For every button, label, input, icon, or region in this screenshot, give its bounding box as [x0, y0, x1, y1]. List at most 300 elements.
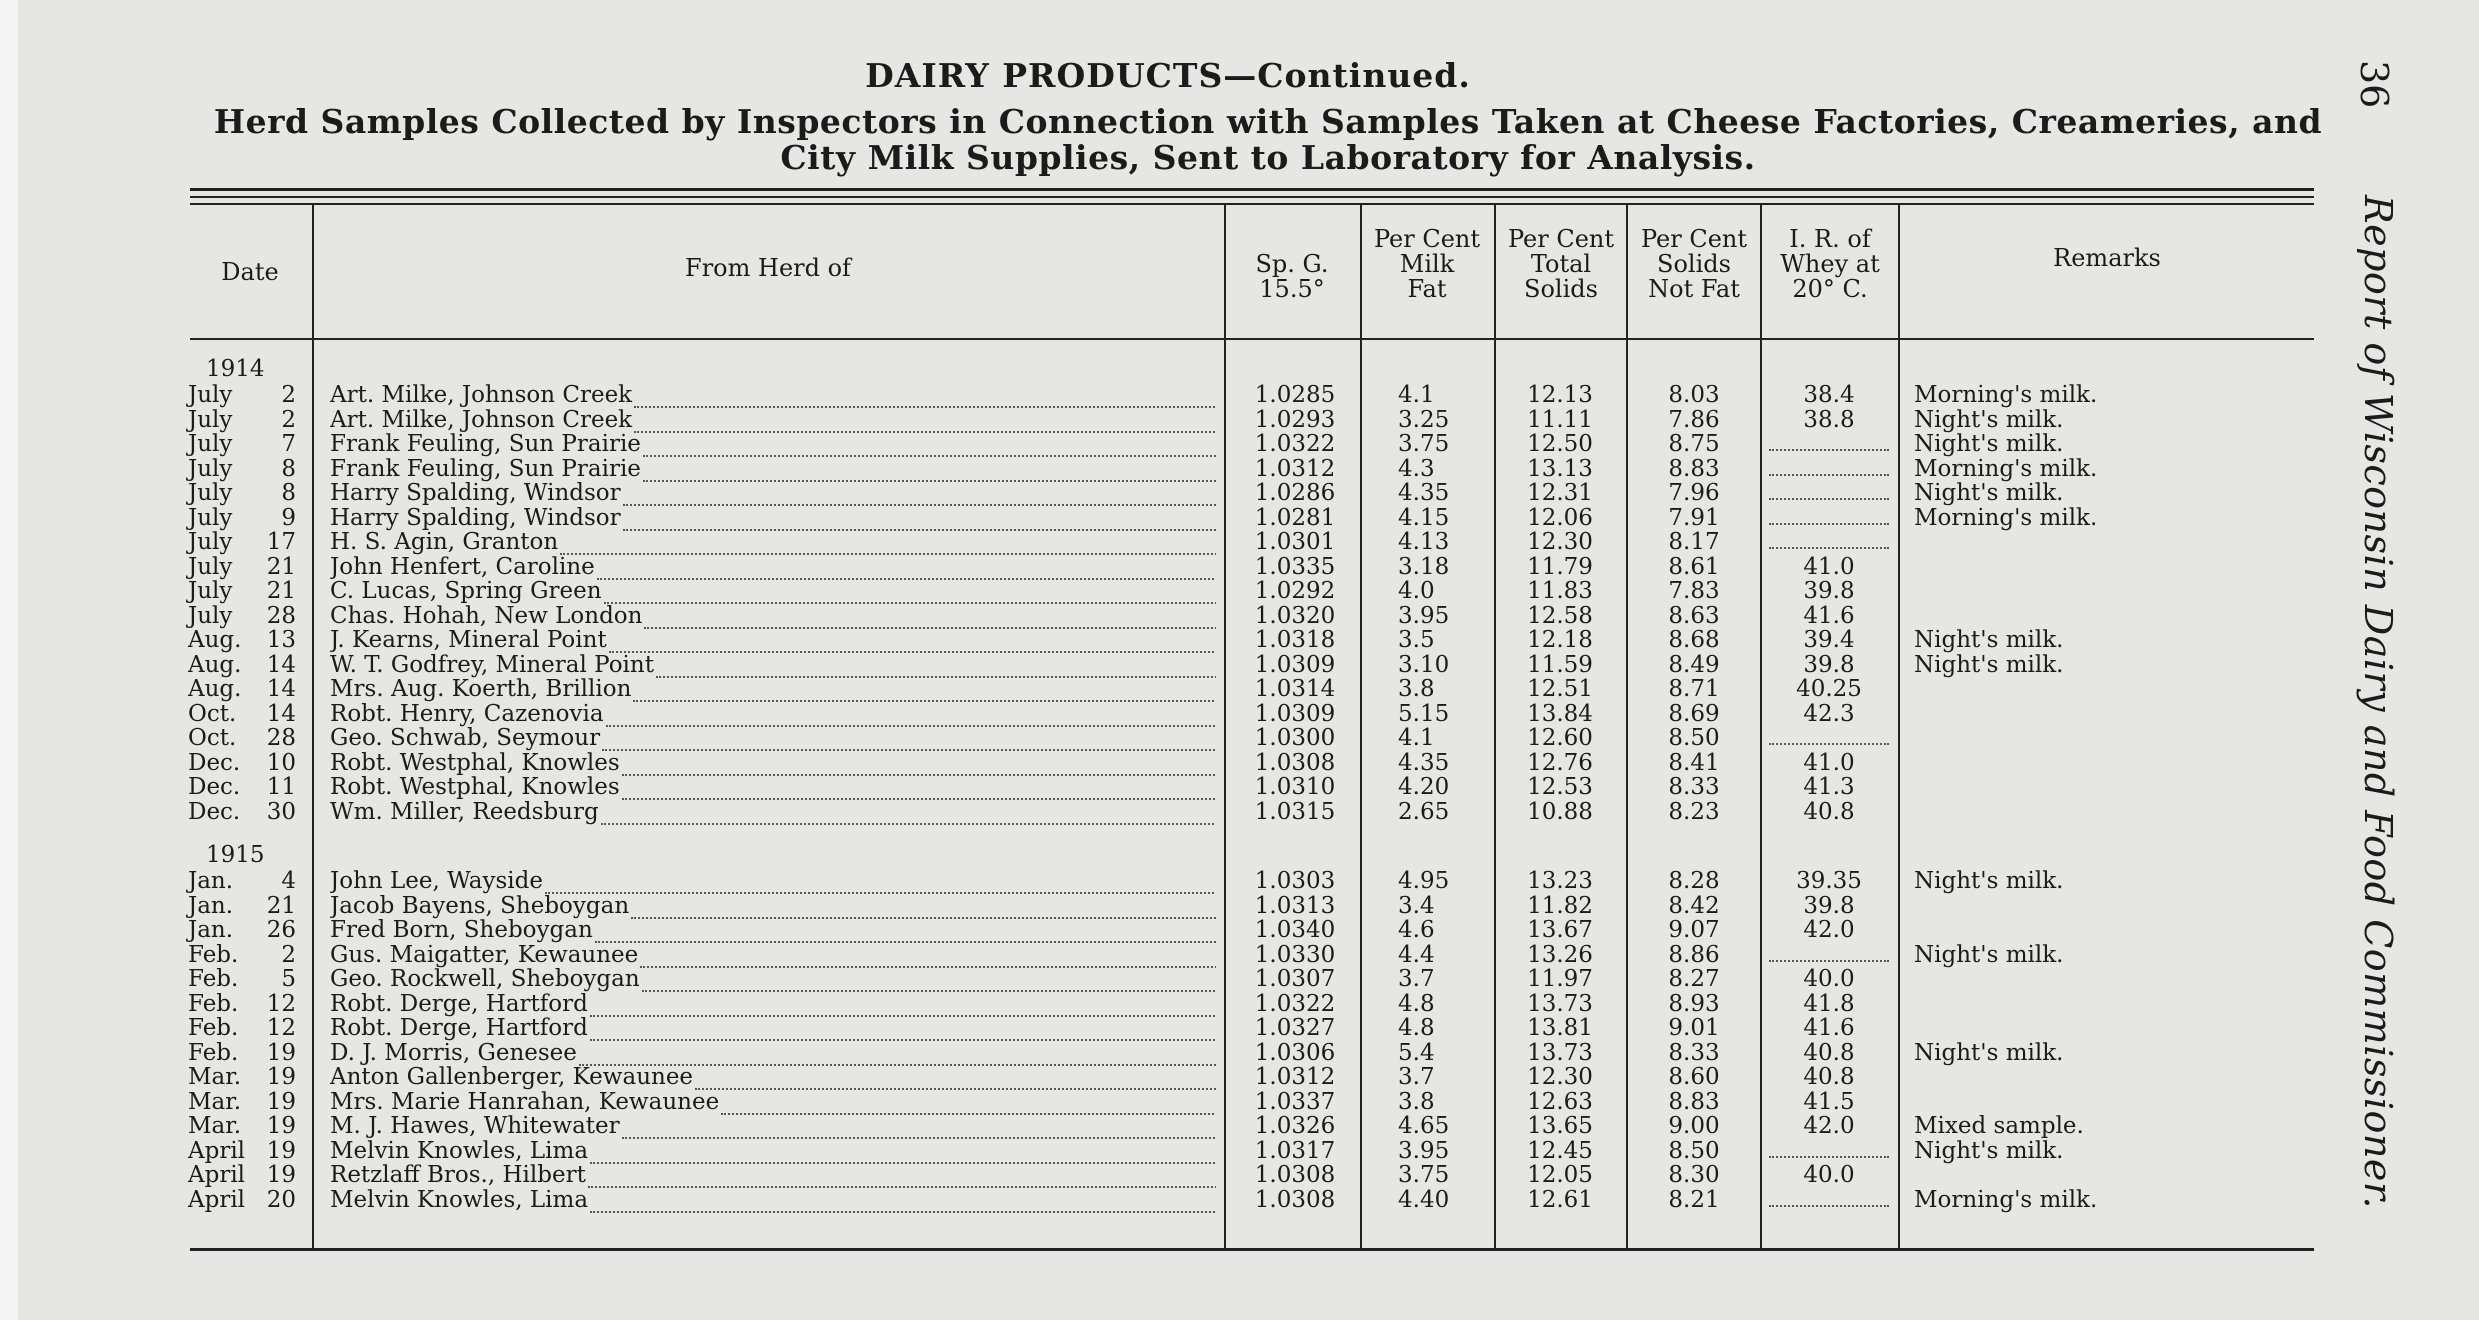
table-row	[18, 1188, 2318, 1213]
cell-day: 7	[281, 431, 296, 457]
cell-day: 19	[266, 1064, 296, 1090]
cell-solids-not-fat: 7.96	[1668, 480, 1720, 506]
cell-remarks: Night's milk.	[1914, 407, 2064, 433]
cell-total-solids: 11.97	[1527, 966, 1593, 992]
herd-name: Geo. Schwab, Seymour	[330, 726, 601, 751]
cell-day: 19	[266, 1113, 296, 1139]
cell-herd	[330, 967, 1216, 992]
cell-month: July	[188, 407, 233, 433]
cell-herd	[330, 1090, 1216, 1115]
blank-dotted-line	[1769, 944, 1889, 962]
cell-milk-fat: 3.10	[1398, 652, 1450, 678]
cell-milk-fat: 3.25	[1398, 407, 1450, 433]
blank-dotted-line	[1769, 433, 1889, 451]
header-remarks: Remarks	[2053, 244, 2161, 272]
cell-solids-not-fat: 8.42	[1668, 893, 1720, 919]
herd-name: H. S. Agin, Granton	[330, 530, 559, 555]
cell-ir-whey	[1764, 943, 1894, 968]
dot-leader	[721, 1095, 1216, 1115]
cell-total-solids: 11.83	[1527, 578, 1593, 604]
cell-milk-fat: 4.35	[1398, 480, 1450, 506]
cell-month: July	[188, 431, 233, 457]
cell-month: Feb.	[188, 1015, 239, 1041]
cell-solids-not-fat: 9.01	[1668, 1015, 1720, 1041]
cell-herd	[330, 1016, 1216, 1041]
cell-milk-fat: 3.7	[1398, 1064, 1435, 1090]
cell-specific-gravity: 1.0292	[1254, 578, 1336, 604]
cell-total-solids: 12.63	[1527, 1089, 1593, 1115]
cell-ir-whey: 39.8	[1803, 652, 1855, 678]
cell-specific-gravity: 1.0309	[1254, 652, 1336, 678]
cell-ir-whey: 41.8	[1803, 991, 1855, 1017]
table-row	[18, 1139, 2318, 1164]
table-row	[18, 1065, 2318, 1090]
cell-total-solids: 13.13	[1527, 456, 1593, 482]
cell-herd	[330, 918, 1216, 943]
cell-herd	[330, 992, 1216, 1017]
cell-month: Feb.	[188, 942, 239, 968]
cell-day: 14	[266, 676, 296, 702]
herd-name: Mrs. Aug. Koerth, Brillion	[330, 677, 632, 702]
dot-leader	[643, 462, 1216, 482]
table-top-rule-thick	[190, 188, 2314, 191]
herd-name: D. J. Morris, Genesee	[330, 1041, 577, 1066]
cell-day: 17	[266, 529, 296, 555]
cell-day: 11	[266, 774, 296, 800]
cell-day: 9	[281, 505, 296, 531]
cell-ir-whey	[1764, 1188, 1894, 1213]
cell-herd	[330, 751, 1216, 776]
cell-total-solids: 12.76	[1527, 750, 1593, 776]
cell-ir-whey: 40.25	[1796, 676, 1862, 702]
cell-ir-whey: 42.0	[1803, 1113, 1855, 1139]
blank-dotted-line	[1769, 507, 1889, 525]
cell-month: Jan.	[188, 893, 234, 919]
dot-leader	[560, 535, 1216, 555]
cell-total-solids: 12.18	[1527, 627, 1593, 653]
table-row	[18, 775, 2318, 800]
cell-solids-not-fat: 8.27	[1668, 966, 1720, 992]
cell-solids-not-fat: 8.23	[1668, 799, 1720, 825]
cell-milk-fat: 3.7	[1398, 966, 1435, 992]
cell-day: 26	[266, 917, 296, 943]
cell-solids-not-fat: 9.07	[1668, 917, 1720, 943]
cell-month: Mar.	[188, 1064, 242, 1090]
cell-total-solids: 12.31	[1527, 480, 1593, 506]
cell-specific-gravity: 1.0317	[1254, 1138, 1336, 1164]
page-subtitle: Herd Samples Collected by Inspectors in Connection with Samples Taken at Cheese Factories, Creameries, and City Milk Supplies, Sent to Laboratory for Analysis.	[213, 102, 2323, 177]
cell-remarks: Night's milk.	[1914, 868, 2064, 894]
cell-herd	[330, 894, 1216, 919]
table-row	[18, 530, 2318, 555]
cell-milk-fat: 4.40	[1398, 1187, 1450, 1213]
herd-name: Robt. Derge, Hartford	[330, 1016, 588, 1041]
table-row	[18, 628, 2318, 653]
cell-specific-gravity: 1.0322	[1254, 991, 1336, 1017]
cell-ir-whey: 42.0	[1803, 917, 1855, 943]
herd-name: Melvin Knowles, Lima	[330, 1188, 589, 1213]
cell-day: 19	[266, 1089, 296, 1115]
table-row	[18, 481, 2318, 506]
dot-leader	[601, 805, 1216, 825]
blank-dotted-line	[1769, 727, 1889, 745]
table-row	[18, 555, 2318, 580]
cell-day: 28	[266, 725, 296, 751]
cell-milk-fat: 3.95	[1398, 1138, 1450, 1164]
cell-day: 28	[266, 603, 296, 629]
cell-specific-gravity: 1.0312	[1254, 456, 1336, 482]
cell-ir-whey: 39.4	[1803, 627, 1855, 653]
cell-milk-fat: 5.15	[1398, 701, 1450, 727]
cell-month: Feb.	[188, 966, 239, 992]
table-row	[18, 1041, 2318, 1066]
header-herd: From Herd of	[685, 254, 851, 282]
cell-solids-not-fat: 8.41	[1668, 750, 1720, 776]
cell-ir-whey: 41.5	[1803, 1089, 1855, 1115]
cell-solids-not-fat: 8.61	[1668, 554, 1720, 580]
dot-leader	[579, 1046, 1216, 1066]
cell-day: 21	[266, 578, 296, 604]
header-milk-fat: Per Cent Milk Fat	[1373, 225, 1481, 303]
cell-solids-not-fat: 8.17	[1668, 529, 1720, 555]
cell-herd	[330, 579, 1216, 604]
cell-remarks: Morning's milk.	[1914, 505, 2098, 531]
table-row	[18, 1090, 2318, 1115]
cell-ir-whey: 40.8	[1803, 1064, 1855, 1090]
cell-month: Feb.	[188, 1040, 239, 1066]
table-row	[18, 800, 2318, 825]
table-row	[18, 579, 2318, 604]
header-total-solids: Per Cent Total Solids	[1507, 225, 1615, 303]
cell-solids-not-fat: 7.91	[1668, 505, 1720, 531]
cell-specific-gravity: 1.0286	[1254, 480, 1336, 506]
cell-specific-gravity: 1.0293	[1254, 407, 1336, 433]
header-sp-g: Sp. G. 15.5°	[1255, 250, 1329, 303]
table-row	[18, 992, 2318, 1017]
dot-leader	[633, 682, 1216, 702]
cell-ir-whey	[1764, 481, 1894, 506]
cell-month: Dec.	[188, 774, 241, 800]
dot-leader	[640, 948, 1216, 968]
dot-leader	[643, 437, 1216, 457]
cell-specific-gravity: 1.0300	[1254, 725, 1336, 751]
cell-specific-gravity: 1.0312	[1254, 1064, 1336, 1090]
dot-leader	[595, 923, 1216, 943]
cell-milk-fat: 3.8	[1398, 676, 1435, 702]
dot-leader	[695, 1070, 1216, 1090]
dot-leader	[642, 972, 1216, 992]
cell-total-solids: 12.30	[1527, 529, 1593, 555]
header-solids-not-fat: Per Cent Solids Not Fat	[1640, 225, 1748, 303]
cell-remarks: Morning's milk.	[1914, 382, 2098, 408]
cell-milk-fat: 3.75	[1398, 431, 1450, 457]
cell-specific-gravity: 1.0313	[1254, 893, 1336, 919]
cell-total-solids: 12.05	[1527, 1162, 1593, 1188]
cell-month: Jan.	[188, 917, 234, 943]
herd-name: Wm. Miller, Reedsburg	[330, 800, 599, 825]
cell-total-solids: 11.82	[1527, 893, 1593, 919]
cell-day: 2	[281, 942, 296, 968]
cell-month: Aug.	[188, 627, 242, 653]
table-row	[18, 383, 2318, 408]
cell-specific-gravity: 1.0327	[1254, 1015, 1336, 1041]
dot-leader	[597, 560, 1216, 580]
cell-ir-whey	[1764, 506, 1894, 531]
cell-remarks: Night's milk.	[1914, 652, 2064, 678]
cell-herd	[330, 653, 1216, 678]
cell-solids-not-fat: 8.83	[1668, 1089, 1720, 1115]
cell-herd	[330, 481, 1216, 506]
herd-name: W. T. Godfrey, Mineral Point	[330, 653, 654, 678]
cell-milk-fat: 3.95	[1398, 603, 1450, 629]
cell-solids-not-fat: 8.86	[1668, 942, 1720, 968]
herd-name: Gus. Maigatter, Kewaunee	[330, 943, 639, 968]
running-head: Report of Wisconsin Dairy and Food Commissioner.	[2356, 195, 2400, 1209]
cell-total-solids: 12.50	[1527, 431, 1593, 457]
herd-name: M. J. Hawes, Whitewater	[330, 1114, 620, 1139]
cell-ir-whey: 42.3	[1803, 701, 1855, 727]
cell-solids-not-fat: 8.03	[1668, 382, 1720, 408]
herd-name: Harry Spalding, Windsor	[330, 481, 621, 506]
cell-milk-fat: 4.0	[1398, 578, 1435, 604]
herd-name: Mrs. Marie Hanrahan, Kewaunee	[330, 1090, 720, 1115]
dot-leader	[606, 707, 1216, 727]
cell-month: Mar.	[188, 1089, 242, 1115]
table-row	[18, 677, 2318, 702]
cell-herd	[330, 775, 1216, 800]
herd-name: Retzlaff Bros., Hilbert	[330, 1163, 586, 1188]
cell-herd	[330, 1188, 1216, 1213]
header-date: Date	[221, 258, 279, 286]
herd-name: Anton Gallenberger, Kewaunee	[330, 1065, 694, 1090]
cell-remarks: Morning's milk.	[1914, 456, 2098, 482]
cell-specific-gravity: 1.0308	[1254, 750, 1336, 776]
cell-month: July	[188, 603, 233, 629]
cell-solids-not-fat: 8.49	[1668, 652, 1720, 678]
cell-solids-not-fat: 8.21	[1668, 1187, 1720, 1213]
blank-dotted-line	[1769, 531, 1889, 549]
cell-month: July	[188, 505, 233, 531]
cell-milk-fat: 3.75	[1398, 1162, 1450, 1188]
cell-ir-whey: 40.8	[1803, 799, 1855, 825]
herd-name: Art. Milke, Johnson Creek	[330, 408, 633, 433]
cell-milk-fat: 5.4	[1398, 1040, 1435, 1066]
cell-day: 19	[266, 1138, 296, 1164]
dot-leader	[609, 633, 1216, 653]
cell-ir-whey	[1764, 726, 1894, 751]
cell-ir-whey: 40.0	[1803, 1162, 1855, 1188]
cell-herd	[330, 628, 1216, 653]
dot-leader	[604, 584, 1216, 604]
cell-herd	[330, 604, 1216, 629]
cell-solids-not-fat: 8.83	[1668, 456, 1720, 482]
table-bottom-rule	[190, 1248, 2314, 1251]
cell-remarks: Night's milk.	[1914, 942, 2064, 968]
cell-herd	[330, 555, 1216, 580]
cell-day: 12	[266, 991, 296, 1017]
cell-month: April	[188, 1138, 246, 1164]
dot-leader	[590, 1144, 1216, 1164]
cell-month: Aug.	[188, 676, 242, 702]
cell-ir-whey: 41.0	[1803, 554, 1855, 580]
cell-milk-fat: 4.1	[1398, 725, 1435, 751]
cell-month: Mar.	[188, 1113, 242, 1139]
cell-total-solids: 13.26	[1527, 942, 1593, 968]
cell-milk-fat: 4.15	[1398, 505, 1450, 531]
cell-total-solids: 12.30	[1527, 1064, 1593, 1090]
table-row	[18, 726, 2318, 751]
cell-herd	[330, 1139, 1216, 1164]
cell-solids-not-fat: 8.28	[1668, 868, 1720, 894]
cell-milk-fat: 4.20	[1398, 774, 1450, 800]
cell-total-solids: 13.67	[1527, 917, 1593, 943]
cell-day: 10	[266, 750, 296, 776]
cell-herd	[330, 702, 1216, 727]
cell-specific-gravity: 1.0308	[1254, 1187, 1336, 1213]
cell-ir-whey: 41.3	[1803, 774, 1855, 800]
table-row	[18, 751, 2318, 776]
herd-name: Harry Spalding, Windsor	[330, 506, 621, 531]
cell-month: Jan.	[188, 868, 234, 894]
herd-name: John Lee, Wayside	[330, 869, 543, 894]
cell-ir-whey	[1764, 432, 1894, 457]
herd-name: Chas. Hohah, New London	[330, 604, 643, 629]
cell-specific-gravity: 1.0337	[1254, 1089, 1336, 1115]
cell-month: Oct.	[188, 701, 237, 727]
cell-total-solids: 12.13	[1527, 382, 1593, 408]
cell-day: 13	[266, 627, 296, 653]
cell-ir-whey: 39.8	[1803, 578, 1855, 604]
cell-day: 30	[266, 799, 296, 825]
cell-solids-not-fat: 9.00	[1668, 1113, 1720, 1139]
herd-name: Jacob Bayens, Sheboygan	[330, 894, 630, 919]
cell-specific-gravity: 1.0307	[1254, 966, 1336, 992]
cell-day: 2	[281, 407, 296, 433]
cell-ir-whey: 39.8	[1803, 893, 1855, 919]
cell-milk-fat: 4.8	[1398, 991, 1435, 1017]
cell-month: Dec.	[188, 750, 241, 776]
cell-milk-fat: 2.65	[1398, 799, 1450, 825]
cell-total-solids: 11.11	[1527, 407, 1593, 433]
table-row	[18, 1016, 2318, 1041]
cell-ir-whey: 38.4	[1803, 382, 1855, 408]
cell-day: 19	[266, 1040, 296, 1066]
cell-solids-not-fat: 8.33	[1668, 1040, 1720, 1066]
cell-solids-not-fat: 8.71	[1668, 676, 1720, 702]
cell-total-solids: 11.59	[1527, 652, 1593, 678]
table-row	[18, 894, 2318, 919]
cell-remarks: Night's milk.	[1914, 480, 2064, 506]
cell-month: July	[188, 554, 233, 580]
cell-total-solids: 13.81	[1527, 1015, 1593, 1041]
table-row	[18, 604, 2318, 629]
cell-day: 14	[266, 652, 296, 678]
dot-leader	[656, 658, 1216, 678]
cell-specific-gravity: 1.0322	[1254, 431, 1336, 457]
cell-ir-whey	[1764, 530, 1894, 555]
herd-name: Art. Milke, Johnson Creek	[330, 383, 633, 408]
cell-month: July	[188, 382, 233, 408]
herd-name: Robt. Westphal, Knowles	[330, 775, 620, 800]
table-row	[18, 1163, 2318, 1188]
table-top-rule-thin	[190, 196, 2314, 198]
cell-milk-fat: 4.95	[1398, 868, 1450, 894]
cell-herd	[330, 530, 1216, 555]
cell-herd	[330, 1163, 1216, 1188]
cell-day: 8	[281, 480, 296, 506]
cell-solids-not-fat: 8.93	[1668, 991, 1720, 1017]
table-row	[18, 702, 2318, 727]
table-row	[18, 869, 2318, 894]
cell-day: 2	[281, 382, 296, 408]
cell-solids-not-fat: 8.50	[1668, 1138, 1720, 1164]
cell-remarks: Mixed sample.	[1914, 1113, 2084, 1139]
dot-leader	[644, 609, 1216, 629]
table-top-rule-third	[190, 203, 2314, 205]
herd-name: Robt. Henry, Cazenovia	[330, 702, 604, 727]
dot-leader	[634, 388, 1216, 408]
cell-specific-gravity: 1.0306	[1254, 1040, 1336, 1066]
cell-day: 21	[266, 893, 296, 919]
cell-ir-whey: 40.0	[1803, 966, 1855, 992]
cell-total-solids: 12.58	[1527, 603, 1593, 629]
herd-name: C. Lucas, Spring Green	[330, 579, 602, 604]
herd-name: Fred Born, Sheboygan	[330, 918, 593, 943]
cell-day: 14	[266, 701, 296, 727]
cell-milk-fat: 3.8	[1398, 1089, 1435, 1115]
cell-day: 5	[281, 966, 296, 992]
dot-leader	[590, 1193, 1216, 1213]
cell-total-solids: 12.51	[1527, 676, 1593, 702]
cell-total-solids: 13.73	[1527, 1040, 1593, 1066]
cell-ir-whey: 40.8	[1803, 1040, 1855, 1066]
dot-leader	[590, 997, 1216, 1017]
cell-specific-gravity: 1.0301	[1254, 529, 1336, 555]
cell-milk-fat: 3.5	[1398, 627, 1435, 653]
cell-herd	[330, 432, 1216, 457]
blank-dotted-line	[1769, 1140, 1889, 1158]
cell-total-solids: 12.61	[1527, 1187, 1593, 1213]
cell-specific-gravity: 1.0340	[1254, 917, 1336, 943]
dot-leader	[623, 486, 1216, 506]
cell-ir-whey: 41.6	[1803, 1015, 1855, 1041]
cell-milk-fat: 4.6	[1398, 917, 1435, 943]
cell-specific-gravity: 1.0318	[1254, 627, 1336, 653]
cell-milk-fat: 4.35	[1398, 750, 1450, 776]
cell-milk-fat: 3.18	[1398, 554, 1450, 580]
cell-milk-fat: 4.8	[1398, 1015, 1435, 1041]
herd-name: Melvin Knowles, Lima	[330, 1139, 589, 1164]
cell-total-solids: 12.45	[1527, 1138, 1593, 1164]
cell-ir-whey: 39.35	[1796, 868, 1862, 894]
cell-total-solids: 13.84	[1527, 701, 1593, 727]
cell-specific-gravity: 1.0309	[1254, 701, 1336, 727]
cell-solids-not-fat: 8.63	[1668, 603, 1720, 629]
blank-dotted-line	[1769, 1189, 1889, 1207]
table-row	[18, 943, 2318, 968]
cell-ir-whey: 38.8	[1803, 407, 1855, 433]
cell-remarks: Night's milk.	[1914, 627, 2064, 653]
cell-day: 21	[266, 554, 296, 580]
cell-milk-fat: 4.3	[1398, 456, 1435, 482]
cell-herd	[330, 943, 1216, 968]
herd-name: J. Kearns, Mineral Point	[330, 628, 607, 653]
table-row	[18, 1114, 2318, 1139]
cell-specific-gravity: 1.0314	[1254, 676, 1336, 702]
cell-remarks: Morning's milk.	[1914, 1187, 2098, 1213]
cell-total-solids: 12.06	[1527, 505, 1593, 531]
cell-remarks: Night's milk.	[1914, 1040, 2064, 1066]
